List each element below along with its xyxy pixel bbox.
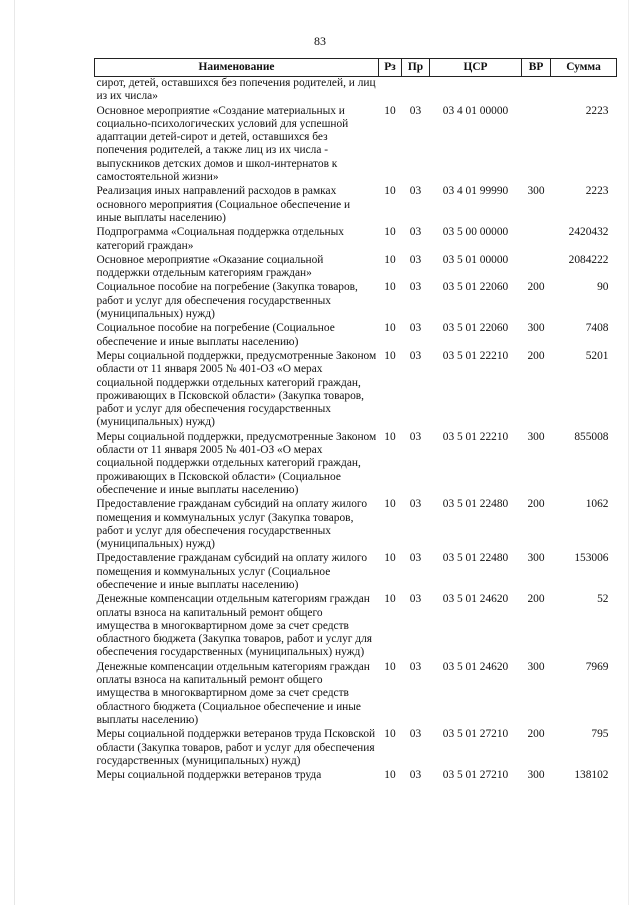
table-row	[95, 185, 617, 226]
page-number: 83	[314, 34, 326, 48]
row-pr: 03	[409, 104, 422, 117]
row-name: Денежные компенсации отдельным категориям граждан оплаты взноса на капитальный ремонт общего имущества в многоквартирном доме за счет средств областного бюджета (Закупка товаров, работ и услуг для обеспечения государственных (муниципальных) нужд)	[96, 593, 373, 659]
table-row	[95, 350, 617, 431]
row-rz: 10	[384, 253, 396, 266]
row-pr: 03	[409, 185, 422, 198]
row-pr: 03	[409, 593, 422, 606]
header-vr: ВР	[522, 59, 551, 77]
row-csr: 03 5 01 22480	[442, 552, 509, 565]
row-pr: 03	[409, 660, 422, 673]
row-rz	[379, 77, 402, 105]
row-rz: 10	[384, 769, 396, 782]
row-vr: 200	[527, 498, 545, 511]
header-pr: Пр	[402, 59, 430, 77]
row-name: Предоставление гражданам субсидий на оплату жилого помещения и коммунальных услуг (Закупка товаров, работ и услуг для обеспечения государственных (муниципальных) нужд)	[96, 498, 368, 551]
row-vr: 300	[527, 660, 545, 673]
row-vr: 200	[527, 728, 545, 741]
row-vr	[522, 105, 551, 186]
row-sum: 90	[597, 281, 609, 294]
row-rz: 10	[384, 322, 396, 335]
row-sum: 7408	[585, 322, 609, 335]
header-rz: Рз	[379, 59, 402, 77]
row-vr: 200	[527, 349, 545, 362]
table-row	[95, 593, 617, 660]
row-pr: 03	[409, 728, 422, 741]
table-row	[95, 769, 617, 783]
row-sum: 1062	[585, 498, 609, 511]
row-rz: 10	[384, 660, 396, 673]
row-pr: 03	[409, 430, 422, 443]
scan-edge-left	[14, 0, 15, 905]
table-row	[95, 105, 617, 186]
row-vr: 300	[527, 430, 545, 443]
row-vr: 300	[527, 769, 545, 782]
row-csr: 03 5 01 24620	[442, 660, 509, 673]
row-pr: 03	[409, 226, 422, 239]
row-name: Меры социальной поддержки ветеранов труда	[96, 769, 322, 782]
row-sum: 2420432	[568, 226, 609, 239]
table-row	[95, 498, 617, 552]
row-sum: 855008	[574, 430, 609, 443]
scan-edge-right	[628, 0, 629, 905]
table-row	[95, 254, 617, 282]
row-csr: 03 5 00 00000	[442, 226, 509, 239]
table-row	[95, 661, 617, 728]
row-pr: 03	[409, 322, 422, 335]
row-name: Предоставление гражданам субсидий на оплату жилого помещения и коммунальных услуг (Социальное обеспечение и иные выплаты населению)	[96, 552, 368, 591]
table-row	[95, 552, 617, 593]
table-header-row	[95, 59, 617, 77]
row-name: Основное мероприятие «Оказание социальной поддержки отдельным категориям граждан»	[96, 253, 324, 280]
row-pr: 03	[409, 769, 422, 782]
row-sum: 2223	[585, 185, 609, 198]
table-row	[95, 77, 617, 105]
row-vr: 300	[527, 552, 545, 565]
row-sum: 52	[597, 593, 609, 606]
header-csr: ЦСР	[430, 59, 522, 77]
row-csr: 03 5 01 22480	[442, 498, 509, 511]
row-sum: 7969	[585, 660, 609, 673]
row-name: Подпрограмма «Социальная поддержка отдельных категорий граждан»	[96, 226, 344, 252]
row-sum	[551, 77, 617, 105]
row-name: Денежные компенсации отдельным категориям граждан оплаты взноса на капитальный ремонт общего имущества в многоквартирном доме за счет средств областного бюджета (Социальное обеспечение и иные выплаты населению)	[96, 660, 370, 726]
row-rz: 10	[384, 498, 396, 511]
row-rz: 10	[384, 281, 396, 294]
row-sum: 153006	[574, 552, 609, 565]
row-sum: 2084222	[568, 253, 609, 266]
row-pr: 03	[409, 498, 422, 511]
row-csr: 03 5 01 27210	[442, 769, 509, 782]
row-vr: 300	[527, 185, 545, 198]
row-csr	[430, 77, 522, 105]
row-sum: 2223	[585, 104, 609, 117]
table-row	[95, 226, 617, 254]
row-rz: 10	[384, 104, 396, 117]
row-vr	[522, 254, 551, 282]
row-name: Меры социальной поддержки, предусмотренные Законом области от 11 января 2005 № 401-ОЗ «О мерах социальной поддержки отдельных категорий граждан, проживающих в Псковской области» (Социальное обеспечение и иные выплаты населению)	[96, 430, 377, 496]
row-rz: 10	[384, 349, 396, 362]
row-name: Социальное пособие на погребение (Закупка товаров, работ и услуг для обеспечения государственных (муниципальных) нужд)	[96, 281, 358, 321]
row-csr: 03 5 01 22060	[442, 281, 509, 294]
row-sum: 795	[591, 728, 609, 741]
row-csr: 03 5 01 22060	[442, 322, 509, 335]
row-vr	[522, 226, 551, 254]
row-name: Реализация иных направлений расходов в рамках основного мероприятия (Социальное обеспечение и иные выплаты населению)	[96, 185, 351, 224]
row-rz: 10	[384, 185, 396, 198]
row-vr	[522, 77, 551, 105]
header-name: Наименование	[95, 59, 379, 77]
row-name: Меры социальной поддержки ветеранов труда Псковской области (Закупка товаров, работ и услуг для обеспечения государственных (муниципальных) нужд)	[96, 728, 376, 767]
header-sum: Сумма	[551, 59, 617, 77]
row-vr: 200	[527, 281, 545, 294]
row-csr: 03 5 01 00000	[442, 253, 509, 266]
row-csr: 03 5 01 22210	[442, 430, 509, 443]
row-pr: 03	[409, 552, 422, 565]
table-row	[95, 322, 617, 350]
row-csr: 03 4 01 00000	[442, 104, 509, 117]
row-rz: 10	[384, 728, 396, 741]
row-vr: 300	[527, 322, 545, 335]
row-pr: 03	[409, 253, 422, 266]
row-sum: 5201	[585, 349, 609, 362]
row-csr: 03 5 01 22210	[442, 349, 509, 362]
row-rz: 10	[384, 552, 396, 565]
row-name: сирот, детей, оставшихся без попечения родителей, и лиц из их числа»	[96, 77, 376, 103]
row-pr	[402, 77, 430, 105]
table-row	[95, 431, 617, 498]
row-csr: 03 5 01 24620	[442, 593, 509, 606]
row-vr: 200	[527, 593, 545, 606]
row-name: Социальное пособие на погребение (Социальное обеспечение и иные выплаты населению)	[96, 322, 335, 348]
table-row	[95, 281, 617, 322]
row-rz: 10	[384, 430, 396, 443]
table-row	[95, 728, 617, 769]
row-rz: 10	[384, 226, 396, 239]
budget-table	[94, 58, 617, 783]
row-csr: 03 5 01 27210	[442, 728, 509, 741]
row-rz: 10	[384, 593, 396, 606]
row-pr: 03	[409, 281, 422, 294]
row-csr: 03 4 01 99990	[442, 185, 509, 198]
row-pr: 03	[409, 349, 422, 362]
row-name: Меры социальной поддержки, предусмотренные Законом области от 11 января 2005 № 401-ОЗ «О мерах социальной поддержки отдельных категорий граждан, проживающих в Псковской области» (Закупка товаров, работ и услуг для обеспечения государственных (муниципальных) нужд)	[96, 349, 377, 429]
row-sum: 138102	[574, 769, 609, 782]
row-name: Основное мероприятие «Создание материальных и социально-психологических условий для успешной адаптации детей-сирот и детей, оставшихся без попечения родителей, а также лиц из их числа - выпускников детских домов и школ-интернатов к самостоятельной жизни»	[96, 104, 349, 184]
